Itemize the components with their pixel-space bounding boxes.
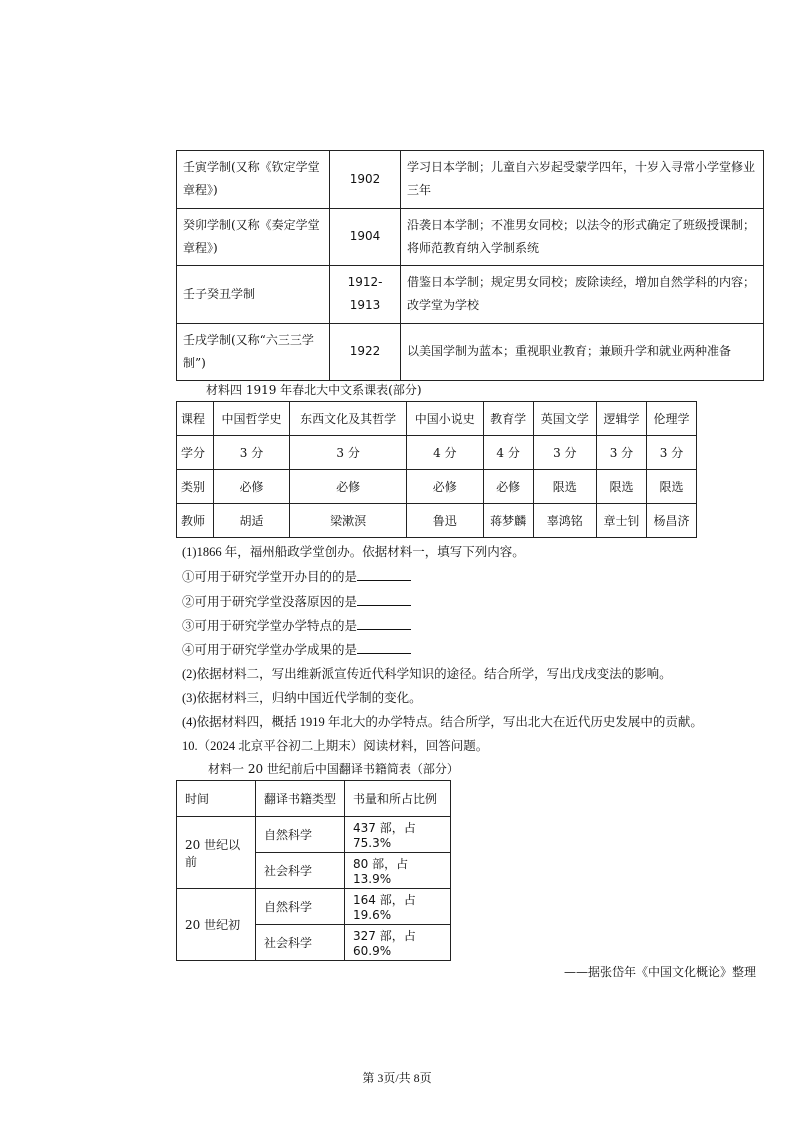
answer-blank[interactable] [357,593,411,606]
question-1d-text: ④可用于研究学堂办学成果的是 [182,643,358,657]
system-year: 1902 [330,151,401,209]
question-2: (2)依据材料二，写出维新派宣传近代科学知识的途径。结合所学，写出戊戌变法的影响。 [182,667,672,681]
table-cell: 限选 [596,470,646,504]
system-content: 沿袭日本学制；不准男女同校；以法令的形式确定了班级授课制；将师范教育纳入学制系统 [401,208,764,266]
system-name: 壬寅学制(又称《钦定学堂章程》) [177,151,330,209]
table-row [177,208,764,266]
table-cell: 中国哲学史 [213,402,290,436]
table-row [177,266,764,324]
type-cell: 社会科学 [256,853,345,889]
table-row [177,402,697,436]
system-name: 壬戌学制(又称“六三三学制”) [177,323,330,381]
table-cell: 4 分 [406,436,483,470]
system-year: 1912-1913 [330,266,401,324]
type-cell: 自然科学 [256,889,345,925]
answer-blank[interactable] [357,568,411,581]
table-row [177,470,697,504]
table-cell: 杨昌济 [646,504,696,538]
material1-caption: 材料一 20 世纪前后中国翻译书籍简表（部分） [208,762,459,776]
system-content: 学习日本学制；儿童自六岁起受蒙学四年，十岁入寻常小学堂修业三年 [401,151,764,209]
school-system-table [176,150,764,381]
system-content: 以美国学制为蓝本；重视职业教育；兼顾升学和就业两种准备 [401,323,764,381]
table-cell: 蒋梦麟 [483,504,533,538]
table-row [177,889,451,925]
value-cell: 164 部，占 19.6% [345,889,451,925]
table-cell: 限选 [533,470,596,504]
period-cell: 20 世纪初 [177,889,256,961]
table-cell: 中国小说史 [406,402,483,436]
table-cell: 3 分 [290,436,407,470]
table-row [177,817,451,853]
value-cell: 437 部，占 75.3% [345,817,451,853]
header-cell: 翻译书籍类型 [256,781,345,817]
question-1b [182,592,411,610]
answer-blank[interactable] [357,617,411,630]
question-1a [182,567,411,585]
system-content: 借鉴日本学制；规定男女同校；废除读经，增加自然学科的内容；改学堂为学校 [401,266,764,324]
table-row [177,436,697,470]
table-cell: 3 分 [533,436,596,470]
source-note: ——据张岱年《中国文化概论》整理 [563,965,756,979]
value-cell: 327 部，占 60.9% [345,925,451,961]
table-cell: 4 分 [483,436,533,470]
answer-blank[interactable] [357,641,411,654]
row-header: 课程 [177,402,214,436]
question-3: (3)依据材料三，归纳中国近代学制的变化。 [182,691,422,705]
translation-books-table [176,780,451,961]
system-year: 1922 [330,323,401,381]
table-cell: 限选 [646,470,696,504]
table-cell: 梁漱溟 [290,504,407,538]
question-1b-text: ②可用于研究学堂没落原因的是 [182,595,358,609]
row-header: 教师 [177,504,214,538]
table-cell: 胡适 [213,504,290,538]
page-number: 第 3页/共 8页 [362,1071,432,1085]
type-cell: 自然科学 [256,817,345,853]
table-cell: 必修 [483,470,533,504]
system-name: 癸卯学制(又称《奏定学堂章程》) [177,208,330,266]
table-cell: 教育学 [483,402,533,436]
type-cell: 社会科学 [256,925,345,961]
header-cell: 时间 [177,781,256,817]
table-cell: 辜鸿铭 [533,504,596,538]
table-cell: 3 分 [646,436,696,470]
header-cell: 书量和所占比例 [345,781,451,817]
system-name: 壬子癸丑学制 [177,266,330,324]
table-cell: 东西文化及其哲学 [290,402,407,436]
question-10-title: 10.（2024 北京平谷初二上期末）阅读材料，回答问题。 [182,739,489,753]
curriculum-table [176,401,697,538]
value-cell: 80 部，占 13.9% [345,853,451,889]
table-cell: 3 分 [213,436,290,470]
table-cell: 章士钊 [596,504,646,538]
table-row [177,151,764,209]
period-cell: 20 世纪以前 [177,817,256,889]
table-cell: 必修 [290,470,407,504]
question-1a-text: ①可用于研究学堂开办目的的是 [182,570,358,584]
table-row [177,323,764,381]
question-1: (1)1866 年，福州船政学堂创办。依据材料一，填写下列内容。 [182,545,525,559]
question-4: (4)依据材料四，概括 1919 年北大的办学特点。结合所学，写出北大在近代历史发展中的贡献。 [182,715,703,729]
material4-caption: 材料四 1919 年春北大中文系课表(部分) [206,383,422,397]
question-1c-text: ③可用于研究学堂办学特点的是 [182,619,358,633]
table-cell: 伦理学 [646,402,696,436]
table-cell: 英国文学 [533,402,596,436]
table-cell: 3 分 [596,436,646,470]
table-cell: 必修 [406,470,483,504]
table-row [177,781,451,817]
table-cell: 鲁迅 [406,504,483,538]
table-cell: 逻辑学 [596,402,646,436]
system-year: 1904 [330,208,401,266]
table-row [177,504,697,538]
question-1d [182,640,411,658]
row-header: 学分 [177,436,214,470]
question-1c [182,616,411,634]
table-cell: 必修 [213,470,290,504]
row-header: 类别 [177,470,214,504]
